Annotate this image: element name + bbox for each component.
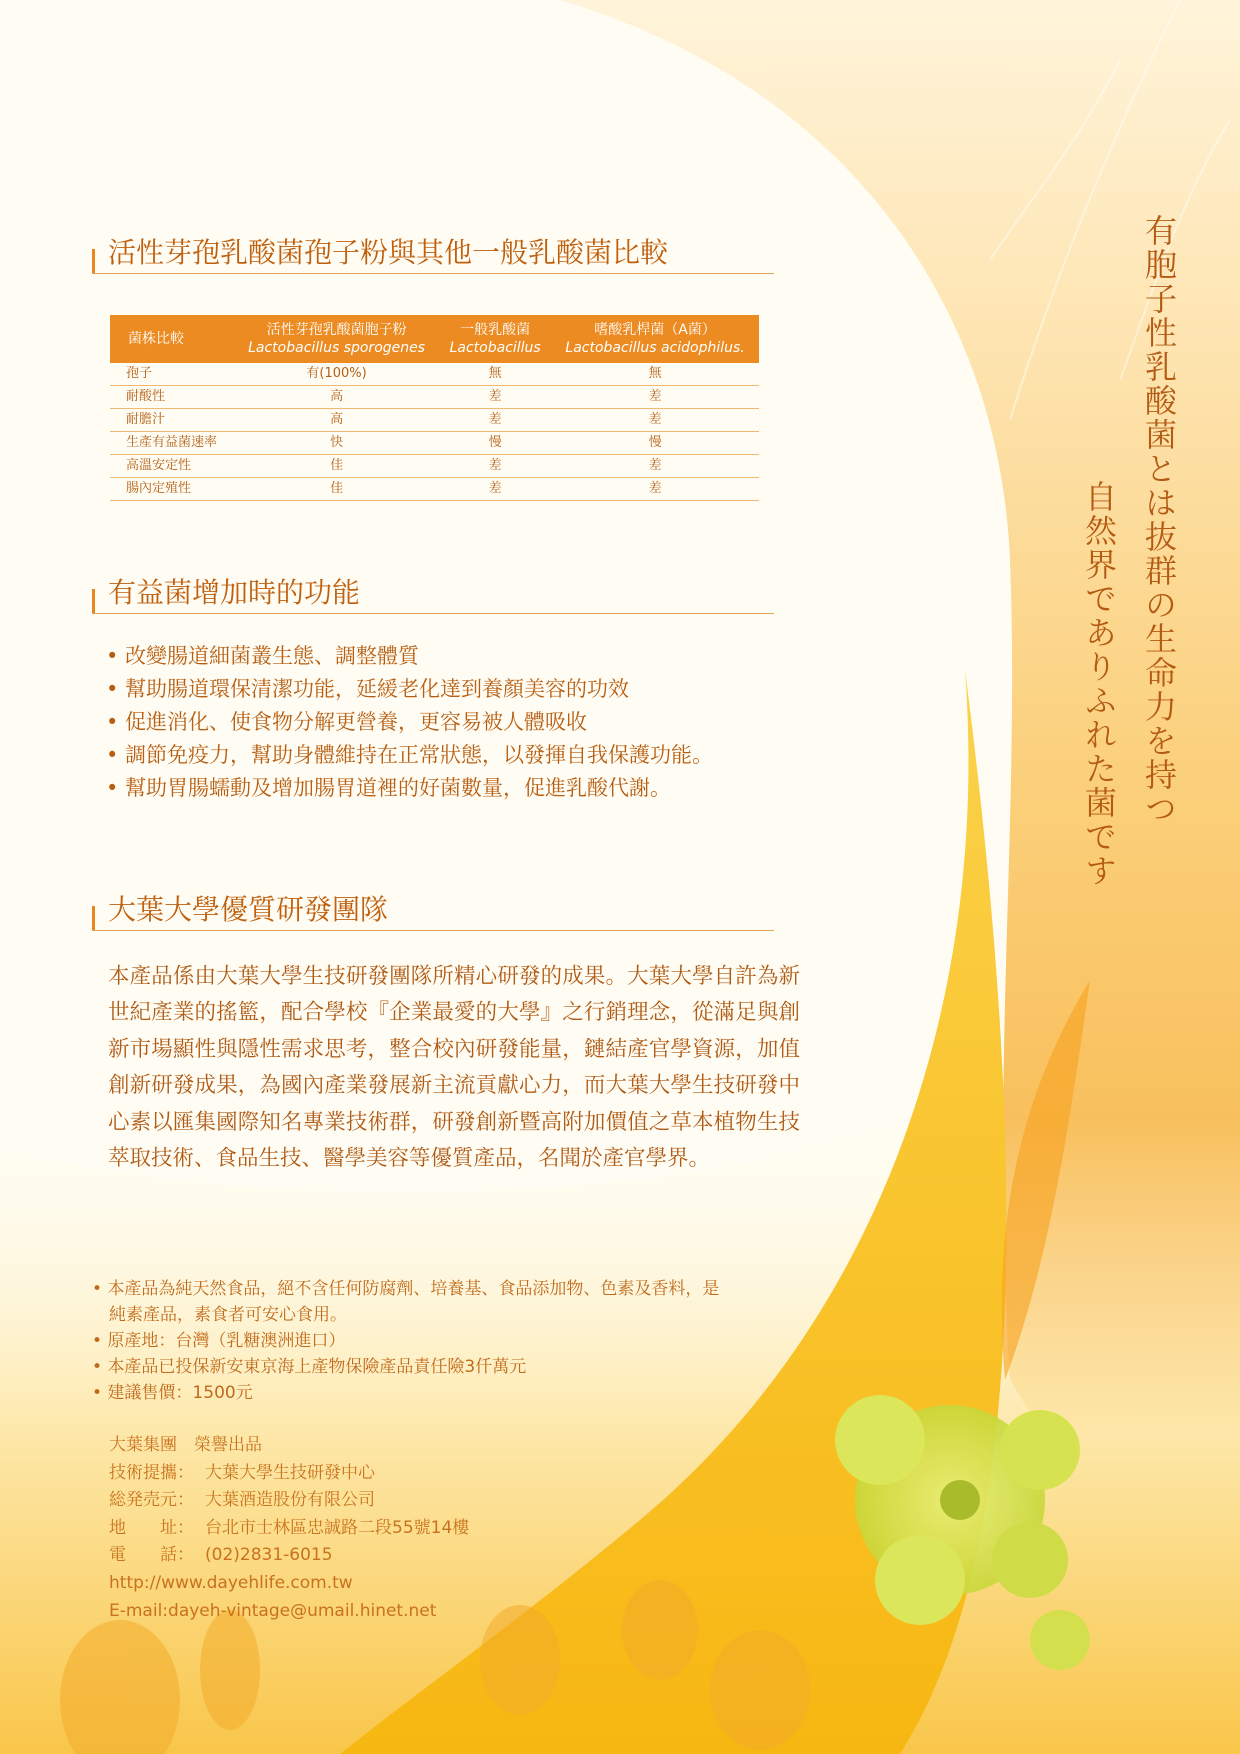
comparison-section-heading <box>92 233 774 274</box>
table-cell: 生產有益菌速率 <box>110 432 234 455</box>
table-cell: 差 <box>439 386 551 409</box>
table-row <box>110 432 759 455</box>
address-value: 台北市士林區忠誠路二段55號14樓 <box>205 1517 470 1538</box>
table-row <box>110 386 759 409</box>
table-cell: 耐酸性 <box>110 386 234 409</box>
list-item: • 幫助胃腸蠕動及增加腸胃道裡的好菌數量，促進乳酸代謝。 <box>106 772 713 805</box>
heading-accent-bar <box>92 906 95 930</box>
tech-value: 大葉大學生技研發中心 <box>205 1462 375 1483</box>
list-item: • 調節免疫力，幫助身體維持在正常狀態，以發揮自我保護功能。 <box>106 739 713 772</box>
distributor-line <box>109 1487 469 1515</box>
table-cell: 腸內定殖性 <box>110 478 234 501</box>
table-cell: 無 <box>439 363 551 386</box>
heading-accent-bar <box>92 589 95 613</box>
benefits-section-heading <box>92 573 774 614</box>
table-cell: 差 <box>439 455 551 478</box>
list-item: • 幫助腸道環保清潔功能，延緩老化達到養顏美容的功效 <box>106 673 713 706</box>
team-section-heading <box>92 890 774 931</box>
credits-block <box>109 1432 469 1625</box>
distributor-value: 大葉酒造股份有限公司 <box>205 1490 375 1511</box>
table-cell: 差 <box>551 478 759 501</box>
table-row <box>110 455 759 478</box>
table-row <box>110 478 759 501</box>
comparison-table <box>110 315 759 501</box>
table-cell: 孢子 <box>110 363 234 386</box>
phone-line <box>109 1542 469 1570</box>
list-item: • 原產地：台灣（乳糖澳洲進口） <box>92 1328 732 1354</box>
vertical-text-line1: 有胞子性乳酸菌とは抜群の生命力を持つ <box>1140 214 1178 826</box>
table-cell: 佳 <box>234 455 439 478</box>
benefits-list <box>106 640 713 805</box>
table-row <box>110 363 759 386</box>
benefits-title: 有益菌增加時的功能 <box>108 576 361 609</box>
heading-accent-bar <box>92 249 95 273</box>
tech-line <box>109 1460 469 1488</box>
table-cell: 差 <box>551 409 759 432</box>
header-cell-strain: 菌株比較 <box>110 315 234 363</box>
email-link[interactable]: E-mail:dayeh-vintage@umail.hinet.net <box>109 1600 437 1621</box>
team-title: 大葉大學優質研發團隊 <box>108 893 389 926</box>
table-cell: 慢 <box>439 432 551 455</box>
table-cell: 差 <box>439 409 551 432</box>
table-cell: 無 <box>551 363 759 386</box>
table-cell: 高 <box>234 409 439 432</box>
list-item: • 本產品已投保新安東京海上產物保險產品責任險3仟萬元 <box>92 1354 732 1380</box>
vertical-text-line2: 自然界でありふれた菌です <box>1080 480 1118 888</box>
table-cell: 快 <box>234 432 439 455</box>
distributor-label: 総発売元： <box>109 1490 194 1511</box>
product-notes <box>92 1276 732 1406</box>
list-item: • 建議售價：1500元 <box>92 1380 732 1406</box>
producer-line: 大葉集團 榮譽出品 <box>109 1435 262 1455</box>
table-cell: 高 <box>234 386 439 409</box>
header-cell-acidophilus: 嗜酸乳桿菌（A菌） Lactobacillus acidophilus. <box>551 315 759 363</box>
phone-value: (02)2831-6015 <box>205 1545 333 1566</box>
website-link[interactable]: http://www.dayehlife.com.tw <box>109 1572 353 1593</box>
tech-label: 技術提攜： <box>109 1462 194 1483</box>
address-line <box>109 1515 469 1543</box>
list-item: • 促進消化、使食物分解更營養，更容易被人體吸收 <box>106 706 713 739</box>
table-row <box>110 409 759 432</box>
table-cell: 差 <box>551 386 759 409</box>
comparison-title: 活性芽孢乳酸菌孢子粉與其他一般乳酸菌比較 <box>108 236 669 269</box>
table-cell: 耐膽汁 <box>110 409 234 432</box>
team-paragraph: 本產品係由大葉大學生技研發團隊所精心研發的成果。大葉大學自許為新世紀產業的搖籃，配合學校『企業最愛的大學』之行銷理念，從滿足與創新市場顯性與隱性需求思考，整合校內研發能量，鏈結產官學資源，加值創新研發成果，為國內產業發展新主流貢獻心力，而大葉大學生技研發中心素以匯集國際知名專業技術群，研發創新暨高附加價值之草本植物生技萃取技術、食品生技、醫學美容等優質產品，名聞於產官學界。 <box>108 964 800 1172</box>
table-cell: 高溫安定性 <box>110 455 234 478</box>
list-item: • 改變腸道細菌叢生態、調整體質 <box>106 640 713 673</box>
table-cell: 差 <box>551 455 759 478</box>
table-header-row <box>110 315 759 363</box>
phone-label: 電 話： <box>109 1545 194 1566</box>
header-cell-lactobacillus: 一般乳酸菌 Lactobacillus <box>439 315 551 363</box>
address-label: 地 址： <box>109 1517 194 1538</box>
table-cell: 佳 <box>234 478 439 501</box>
table-cell: 差 <box>439 478 551 501</box>
header-cell-sporogenes: 活性芽孢乳酸菌胞子粉 Lactobacillus sporogenes <box>234 315 439 363</box>
list-item: • 本產品為純天然食品，絕不含任何防腐劑、培養基、食品添加物、色素及香料，是純素產品，素食者可安心食用。 <box>92 1276 732 1328</box>
table-cell: 慢 <box>551 432 759 455</box>
table-cell: 有(100%) <box>234 363 439 386</box>
